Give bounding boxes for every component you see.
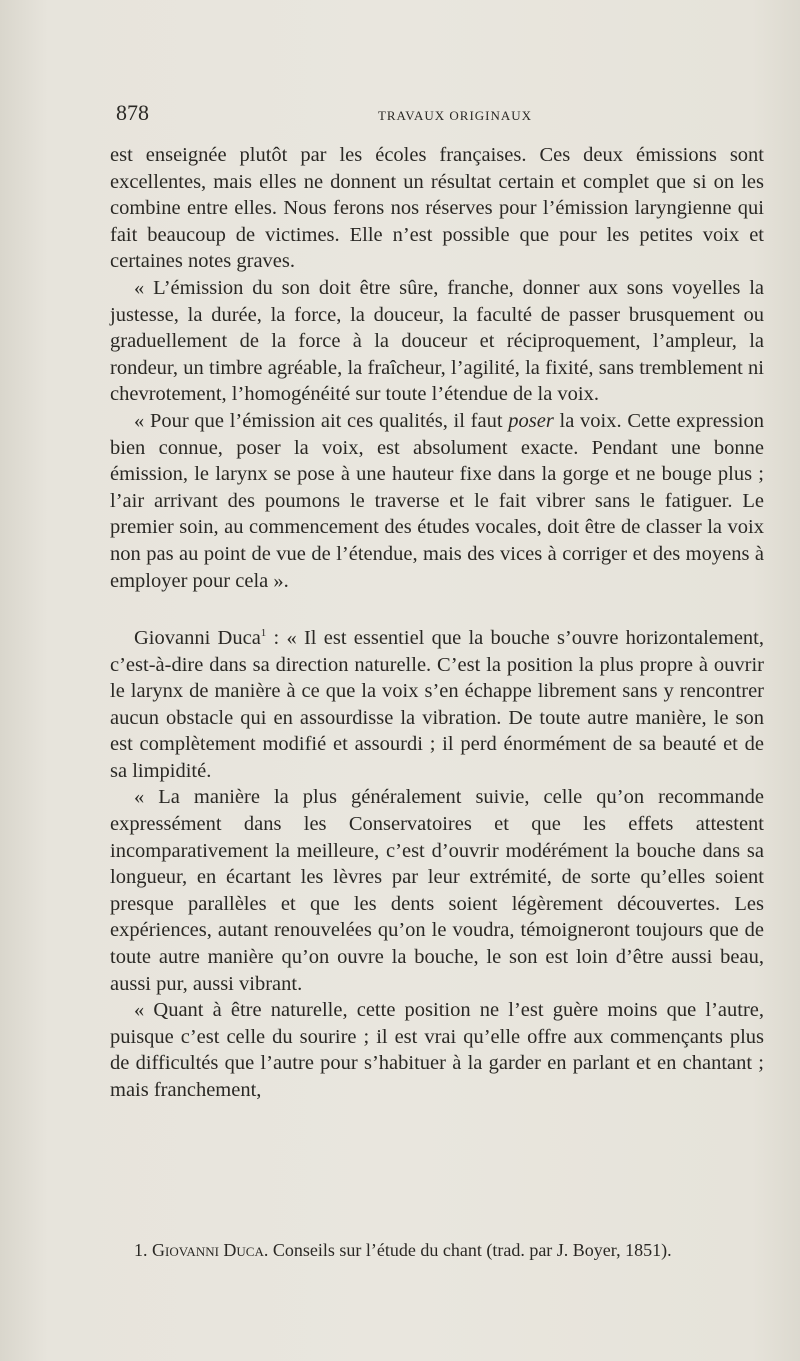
footnote	[110, 1238, 764, 1262]
author-name: Giovanni Duca	[134, 626, 261, 649]
footnote-number: 1.	[134, 1240, 148, 1260]
footnote-reference[interactable]: 1	[260, 627, 267, 640]
paragraph-1: est enseignée plutôt par les écoles françaises. Ces deux émissions sont excellentes, mais elles ne donnent un résultat certain et complet que si on les combine entre elles. Nous ferons nos réserves pour l’émission laryngienne qui fait beaucoup de victimes. Elle n’est possible que pour les petites voix et certaines notes graves.	[110, 144, 764, 273]
footnote-author: Giovanni Duca	[152, 1240, 264, 1260]
body-text	[110, 142, 764, 1104]
running-title: TRAVAUX ORIGINAUX	[377, 108, 533, 123]
paragraph-5: « La manière la plus généralement suivie, celle qu’on recommande expressément dans les Conservatoires et que les effets attestent incomparativement la meilleure, c’est d’ouvrir modérément la bouche dans sa longueur, en écartant les lèvres par leur extrémité, de sorte qu’elles soient presque parallèles et que les dents soient légèrement découvertes. Les expériences, autant renouvelées qu’on le voudra, témoigneront toujours que de toute autre manière qu’on ouvre la bouche, le son est loin d’être aussi beau, aussi pur, aussi vibrant.	[110, 786, 764, 995]
page-number: 878	[116, 100, 149, 125]
paragraph-4	[110, 620, 764, 784]
paragraph-2: « L’émission du son doit être sûre, franche, donner aux sons voyelles la justesse, la durée, la force, la douceur, la faculté de passer brusquement ou graduellement de la force à la douceur et réciproquement, l’ampleur, la rondeur, un timbre agréable, la fraîcheur, l’agilité, la fixité, sans tremblement ni chevrotement, l’homogénéité sur toute l’étendue de la voix.	[110, 276, 764, 406]
italic-word-poser: poser	[508, 409, 554, 432]
paragraph-3-start: « Pour que l’émission ait ces qualités, il faut	[134, 409, 509, 432]
footnote-text: . Conseils sur l’étude du chant (trad. par J. Boyer, 1851).	[263, 1240, 672, 1260]
paragraph-3	[110, 408, 764, 594]
paragraph-3-end: la voix. Cette expression bien connue, poser la voix, est absolument exacte. Pendant une bonne émission, le larynx se pose à une hauteur fixe dans la gorge et ne bouge plus ; l’air arrivant des poumons le traverse et le fait vibrer sans le fatiguer. Le premier soin, au commencement des études vocales, doit être de classer la voix non pas au point de vue de l’étendue, mais des vices à corriger et des moyens à employer pour cela ».	[110, 409, 764, 592]
paragraph-6: « Quant à être naturelle, cette position ne l’est guère moins que l’autre, puisque c’est celle du sourire ; il est vrai qu’elle offre aux commençants plus de difficultés que l’autre pour s’habituer à la garder en parlant et en chantant ; mais franchement,	[110, 999, 764, 1102]
paragraph-4-text: : « Il est essentiel que la bouche s’ouvre horizontalement, c’est-à-dire dans sa direction naturelle. C’est la position la plus propre à ouvrir le larynx de manière à ce que la voix s’en échappe librement sans y rencontrer aucun obstacle qui en assourdisse la vibration. De toute autre manière, le son est complètement modifié et assourdi ; il perd énormément de sa beauté et de sa limpidité.	[110, 626, 764, 782]
page-header	[116, 100, 764, 132]
